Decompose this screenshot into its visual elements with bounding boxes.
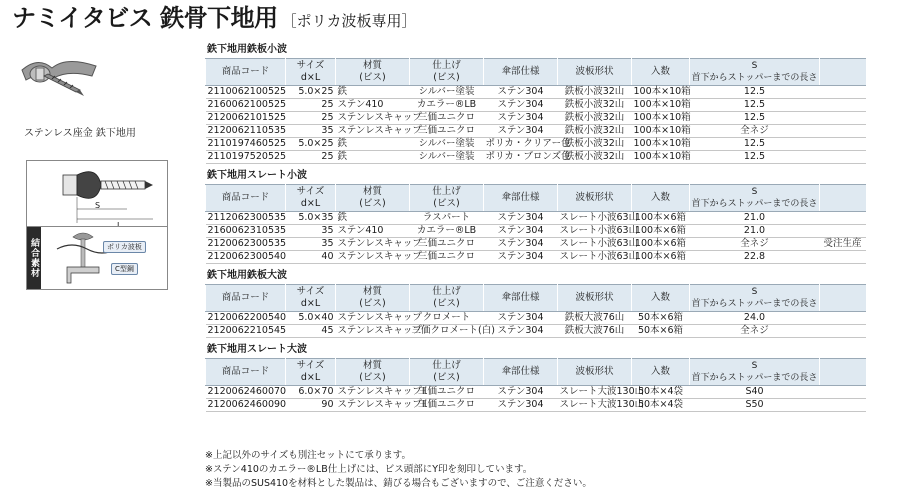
cell-qty: 100本×10箱 [633, 86, 691, 97]
cell-washer: ステン304 [484, 386, 558, 399]
header-size-line: d×L [300, 298, 321, 309]
header-wave [558, 185, 632, 212]
cell-note [820, 112, 866, 125]
diagram-label-s: S [95, 201, 101, 210]
cell-qty: 100本×10箱 [633, 151, 691, 162]
cell-code: 2120062200540 [207, 312, 287, 323]
header-material-line: (ビス) [359, 298, 386, 309]
cell-size: 90 [286, 399, 336, 412]
header-s-line: S [751, 287, 758, 297]
header-finish [410, 285, 484, 312]
header-size-line: サイズ [296, 360, 325, 371]
header-finish-line: 仕上げ [432, 186, 461, 197]
table-header-row [206, 185, 866, 212]
header-finish-line: (ビス) [433, 198, 460, 209]
cell-size: 45 [286, 325, 336, 338]
header-qty [632, 359, 690, 386]
header-material [336, 59, 410, 86]
cell-s: 12.5 [690, 99, 820, 112]
cell-washer: ステン304 [484, 212, 558, 225]
section-title: 鉄下地用鉄板大波 [207, 270, 287, 281]
cell-finish: 三価ユニクロ [410, 125, 484, 138]
header-material [336, 359, 410, 386]
cell-washer: ステン304 [484, 86, 558, 99]
cell-note [820, 151, 866, 164]
cell-size: 5.0×25 [286, 86, 336, 99]
cell-finish: 三価ユニクロ [410, 112, 484, 125]
cell-code: 2160062310535 [207, 225, 287, 236]
header-size-line: サイズ [296, 286, 325, 297]
cell-s: 全ネジ [690, 238, 820, 251]
header-s [690, 285, 820, 312]
spec-section [205, 343, 895, 412]
cell-washer: ステン304 [484, 225, 558, 238]
cell-code: 2120062101525 [207, 112, 287, 123]
header-material-line: (ビス) [359, 72, 386, 83]
cell-note [820, 312, 866, 325]
header-finish-line: (ビス) [433, 298, 460, 309]
cell-finish: シルバー塗装 [410, 138, 484, 151]
header-material-line: (ビス) [359, 198, 386, 209]
cell-s: 24.0 [690, 312, 820, 325]
header-size [286, 359, 336, 386]
header-s-line: 首下からストッパーまでの長さ [691, 73, 818, 83]
cell-size: 35 [286, 225, 336, 238]
header-washer [484, 185, 558, 212]
cell-finish: カエラー®LB [410, 99, 484, 112]
cell-note [820, 225, 866, 238]
header-size [286, 185, 336, 212]
cell-washer: ステン304 [484, 99, 558, 112]
cell-s: S50 [690, 399, 820, 412]
spec-section [205, 269, 895, 338]
cell-material: 鉄 [336, 86, 410, 99]
header-qty [632, 185, 690, 212]
cell-material: ステンレスキャップ [337, 238, 422, 249]
cell-finish: ラスパート [410, 212, 484, 225]
header-size-line: d×L [300, 198, 321, 209]
table-row [206, 399, 866, 412]
cell-wave: 鉄板小波32山 [558, 151, 632, 164]
dimension-drawing [27, 161, 167, 235]
header-wave [558, 359, 632, 386]
spec-section [205, 169, 895, 264]
cell-washer: ポリカ・ブロンズ色 [485, 151, 571, 162]
header-size [286, 285, 336, 312]
cell-washer: ステン304 [484, 125, 558, 138]
left-panel [0, 40, 200, 290]
cell-size: 25 [286, 112, 336, 125]
header-qty [632, 59, 690, 86]
cell-wave: 鉄板大波76山 [558, 312, 632, 325]
cell-qty: 50本×4袋 [632, 386, 690, 399]
cell-finish: シルバー塗装 [410, 151, 484, 164]
cell-note [820, 386, 866, 399]
cell-wave: スレート小波63山 [559, 238, 639, 249]
spec-section [205, 43, 895, 164]
cell-material: ステン410 [336, 99, 410, 112]
header-material-line: 材質 [362, 286, 382, 297]
spec-table [205, 184, 866, 264]
header-finish-line: 仕上げ [432, 360, 461, 371]
header-s [690, 59, 820, 86]
cell-size: 5.0×35 [286, 212, 336, 225]
cell-material: ステンレスキャップ [337, 312, 422, 323]
cell-size: 35 [286, 125, 336, 138]
header-note [820, 59, 866, 86]
table-header-row [206, 359, 866, 386]
spec-sections [205, 43, 895, 417]
header-material-line: 材質 [362, 186, 382, 197]
tag-c-steel: C型鋼 [111, 263, 138, 275]
header-s-line: S [751, 187, 758, 197]
cell-code: 2120062460090 [207, 399, 287, 410]
cell-code: 2110197520525 [207, 151, 287, 162]
cell-qty: 100本×6箱 [632, 251, 690, 264]
cell-note [820, 125, 866, 138]
table-row [206, 238, 866, 251]
section-title: 鉄下地用スレート大波 [207, 344, 307, 355]
header-wave-line: 波板形状 [575, 192, 614, 203]
header-wave [558, 59, 632, 86]
cell-s: 全ネジ [690, 125, 820, 138]
cell-s: 22.8 [690, 251, 820, 264]
header-size-line: サイズ [296, 186, 325, 197]
cell-note [820, 138, 866, 151]
cell-wave: スレート大波130山 [559, 399, 645, 410]
header-code-line: 商品コード [221, 192, 270, 203]
table-row [206, 312, 866, 325]
table-row [206, 386, 866, 399]
cell-finish: シルバー塗装 [410, 86, 484, 99]
cell-wave: スレート大波130山 [559, 386, 645, 397]
header-qty-line: 入数 [650, 192, 670, 203]
cell-s: 12.5 [690, 112, 820, 125]
cell-code: 2120062110535 [207, 125, 287, 136]
header-s-line: 首下からストッパーまでの長さ [691, 373, 818, 383]
cell-qty: 100本×6箱 [632, 225, 690, 238]
header-code [206, 359, 286, 386]
header-code [206, 285, 286, 312]
cell-material: ステンレスキャップ [337, 125, 422, 136]
cell-code: 2110062100525 [207, 86, 287, 97]
header-washer-line: 傘部仕様 [501, 292, 540, 303]
table-row [206, 151, 866, 164]
dimension-diagram [26, 160, 168, 236]
header-wave-line: 波板形状 [575, 292, 614, 303]
assembly-drawing [27, 227, 167, 289]
cell-code: 2112062300535 [207, 212, 287, 223]
cell-wave: 鉄板小波32山 [558, 125, 632, 138]
cell-qty: 50本×6箱 [632, 312, 690, 325]
cell-s: S40 [690, 386, 820, 399]
table-row [206, 325, 866, 338]
header-note [820, 285, 866, 312]
cell-code: 2120062210545 [207, 325, 287, 336]
cell-s: 12.5 [690, 138, 820, 151]
table-row [206, 86, 866, 99]
section-title: 鉄下地用スレート小波 [207, 170, 307, 181]
section-title: 鉄下地用鉄板小波 [207, 44, 287, 55]
cell-qty: 100本×6箱 [632, 238, 690, 251]
header-note [820, 185, 866, 212]
cell-material: ステンレスキャップⅡ [337, 386, 427, 397]
header-code-line: 商品コード [221, 292, 270, 303]
header-finish-line: (ビス) [433, 72, 460, 83]
cell-s: 21.0 [690, 212, 820, 225]
footnote-1: ※上記以外のサイズも別注セットにて承ります。 [205, 450, 411, 461]
cell-size: 5.0×25 [286, 138, 336, 151]
cell-note [820, 212, 866, 225]
cell-note: 受注生産 [820, 238, 866, 251]
cell-material: ステンレスキャップ [337, 112, 422, 123]
cell-size: 25 [286, 151, 336, 164]
table-row [206, 99, 866, 112]
tag-polycarbonate: ポリカ波板 [103, 241, 146, 253]
header-finish-line: (ビス) [433, 372, 460, 383]
cell-wave: 鉄板小波32山 [558, 112, 632, 125]
cell-wave: 鉄板大波76山 [558, 325, 632, 338]
header-qty [632, 285, 690, 312]
cell-wave: 鉄板小波32山 [558, 86, 632, 99]
header-finish [410, 59, 484, 86]
cell-size: 35 [286, 238, 336, 251]
cell-finish: クロメート [410, 312, 484, 325]
cell-size: 40 [286, 251, 336, 264]
header-material-line: 材質 [362, 60, 382, 71]
header-wave-line: 波板形状 [575, 66, 614, 77]
cell-washer: ステン304 [484, 325, 558, 338]
cell-finish: カエラー®LB [410, 225, 484, 238]
cell-qty: 100本×10箱 [633, 99, 691, 110]
header-finish-line: 仕上げ [432, 60, 461, 71]
cell-note [820, 251, 866, 264]
cell-wave: 鉄板小波32山 [558, 138, 632, 151]
header-finish-line: 仕上げ [432, 286, 461, 297]
header-finish [410, 359, 484, 386]
header-size-line: d×L [300, 72, 321, 83]
header-s-line: 首下からストッパーまでの長さ [691, 199, 818, 209]
page-title [12, 3, 417, 33]
cell-wave: スレート小波63山 [559, 212, 639, 223]
cell-code: 2120062300535 [207, 238, 287, 249]
table-row [206, 251, 866, 264]
header-size-line: サイズ [296, 60, 325, 71]
assembly-diagram [26, 226, 168, 290]
cell-qty: 100本×10箱 [633, 125, 691, 136]
table-row [206, 225, 866, 238]
table-row [206, 138, 866, 151]
spec-table [205, 284, 866, 338]
cell-code: 2120062460070 [207, 386, 287, 397]
cell-material: ステンレスキャップⅡ [337, 399, 427, 410]
header-size [286, 59, 336, 86]
footnote-3: ※当製品のSUS410を材料とした製品は、錆びる場合もございますので、ご注意ください。 [205, 478, 592, 489]
product-caption: ステンレス座金 鉄下地用 [24, 128, 136, 139]
cell-note [820, 325, 866, 338]
header-code-line: 商品コード [221, 366, 270, 377]
title-main: ナミイタビス 鉄骨下地用 [12, 4, 278, 32]
cell-material: 鉄 [336, 212, 410, 225]
cell-wave: スレート小波63山 [559, 225, 639, 236]
cell-code: 2160062100525 [207, 99, 287, 110]
cell-qty: 50本×4袋 [632, 399, 690, 412]
header-material [336, 285, 410, 312]
cell-finish: 三価ユニクロ [410, 399, 484, 412]
header-material-line: (ビス) [359, 372, 386, 383]
cell-material: 鉄 [336, 151, 410, 164]
cell-qty: 100本×10箱 [633, 112, 691, 123]
header-s [690, 185, 820, 212]
header-material [336, 185, 410, 212]
header-s-line: S [751, 361, 758, 371]
cell-wave: 鉄板小波32山 [558, 99, 632, 112]
header-material-line: 材質 [362, 360, 382, 371]
header-qty-line: 入数 [650, 292, 670, 303]
header-qty-line: 入数 [650, 366, 670, 377]
cell-s: 12.5 [690, 151, 820, 164]
header-s-line: S [751, 61, 758, 71]
cell-size: 25 [286, 99, 336, 112]
header-washer [484, 285, 558, 312]
assembly-label: 結合素材 [27, 227, 41, 289]
header-note [820, 359, 866, 386]
table-row [206, 212, 866, 225]
cell-material: ステン410 [336, 225, 410, 238]
cell-finish: 三価ユニクロ [410, 251, 484, 264]
cell-s: 12.5 [690, 86, 820, 99]
cell-size: 5.0×40 [286, 312, 336, 325]
header-code [206, 59, 286, 86]
cell-code: 2120062300540 [207, 251, 287, 262]
footnote-2: ※ステン410のカエラー®LB仕上げには、ビス頭部にY印を刻印しています。 [205, 464, 533, 475]
footnotes [205, 449, 592, 491]
cell-washer: ステン304 [484, 112, 558, 125]
header-s-line: 首下からストッパーまでの長さ [691, 299, 818, 309]
cell-washer: ステン304 [484, 399, 558, 412]
cell-qty: 100本×6箱 [632, 212, 690, 225]
cell-size: 6.0×70 [286, 386, 336, 399]
cell-finish: 三価ユニクロ [410, 386, 484, 399]
cell-finish: 三価クロメート(白) [411, 325, 495, 336]
header-wave-line: 波板形状 [575, 366, 614, 377]
title-subtitle: ［ポリカ波板専用］ [281, 12, 417, 30]
cell-qty: 100本×10箱 [633, 138, 691, 149]
header-code [206, 185, 286, 212]
table-row [206, 112, 866, 125]
cell-finish: 三価ユニクロ [410, 238, 484, 251]
cell-qty: 50本×6箱 [632, 325, 690, 338]
header-washer [484, 59, 558, 86]
header-qty-line: 入数 [650, 66, 670, 77]
cell-material: ステンレスキャップ [337, 325, 422, 336]
header-size-line: d×L [300, 372, 321, 383]
cell-s: 21.0 [690, 225, 820, 238]
spec-table [205, 58, 866, 164]
table-row [206, 125, 866, 138]
cell-washer: ポリカ・クリアー色 [485, 138, 571, 149]
cell-code: 2110197460525 [207, 138, 287, 149]
table-header-row [206, 59, 866, 86]
cell-washer: ステン304 [484, 312, 558, 325]
spec-table [205, 358, 866, 412]
header-wave [558, 285, 632, 312]
screw-photo [18, 50, 100, 110]
header-washer-line: 傘部仕様 [501, 366, 540, 377]
header-washer [484, 359, 558, 386]
cell-wave: スレート小波63山 [559, 251, 639, 262]
cell-washer: ステン304 [484, 251, 558, 264]
cell-note [820, 86, 866, 99]
cell-note [820, 99, 866, 112]
cell-material: 鉄 [336, 138, 410, 151]
header-code-line: 商品コード [221, 66, 270, 77]
header-s [690, 359, 820, 386]
header-washer-line: 傘部仕様 [501, 192, 540, 203]
table-header-row [206, 285, 866, 312]
cell-washer: ステン304 [484, 238, 558, 251]
header-finish [410, 185, 484, 212]
cell-note [820, 399, 866, 412]
header-washer-line: 傘部仕様 [501, 66, 540, 77]
cell-material: ステンレスキャップ [337, 251, 422, 262]
cell-s: 全ネジ [690, 325, 820, 338]
